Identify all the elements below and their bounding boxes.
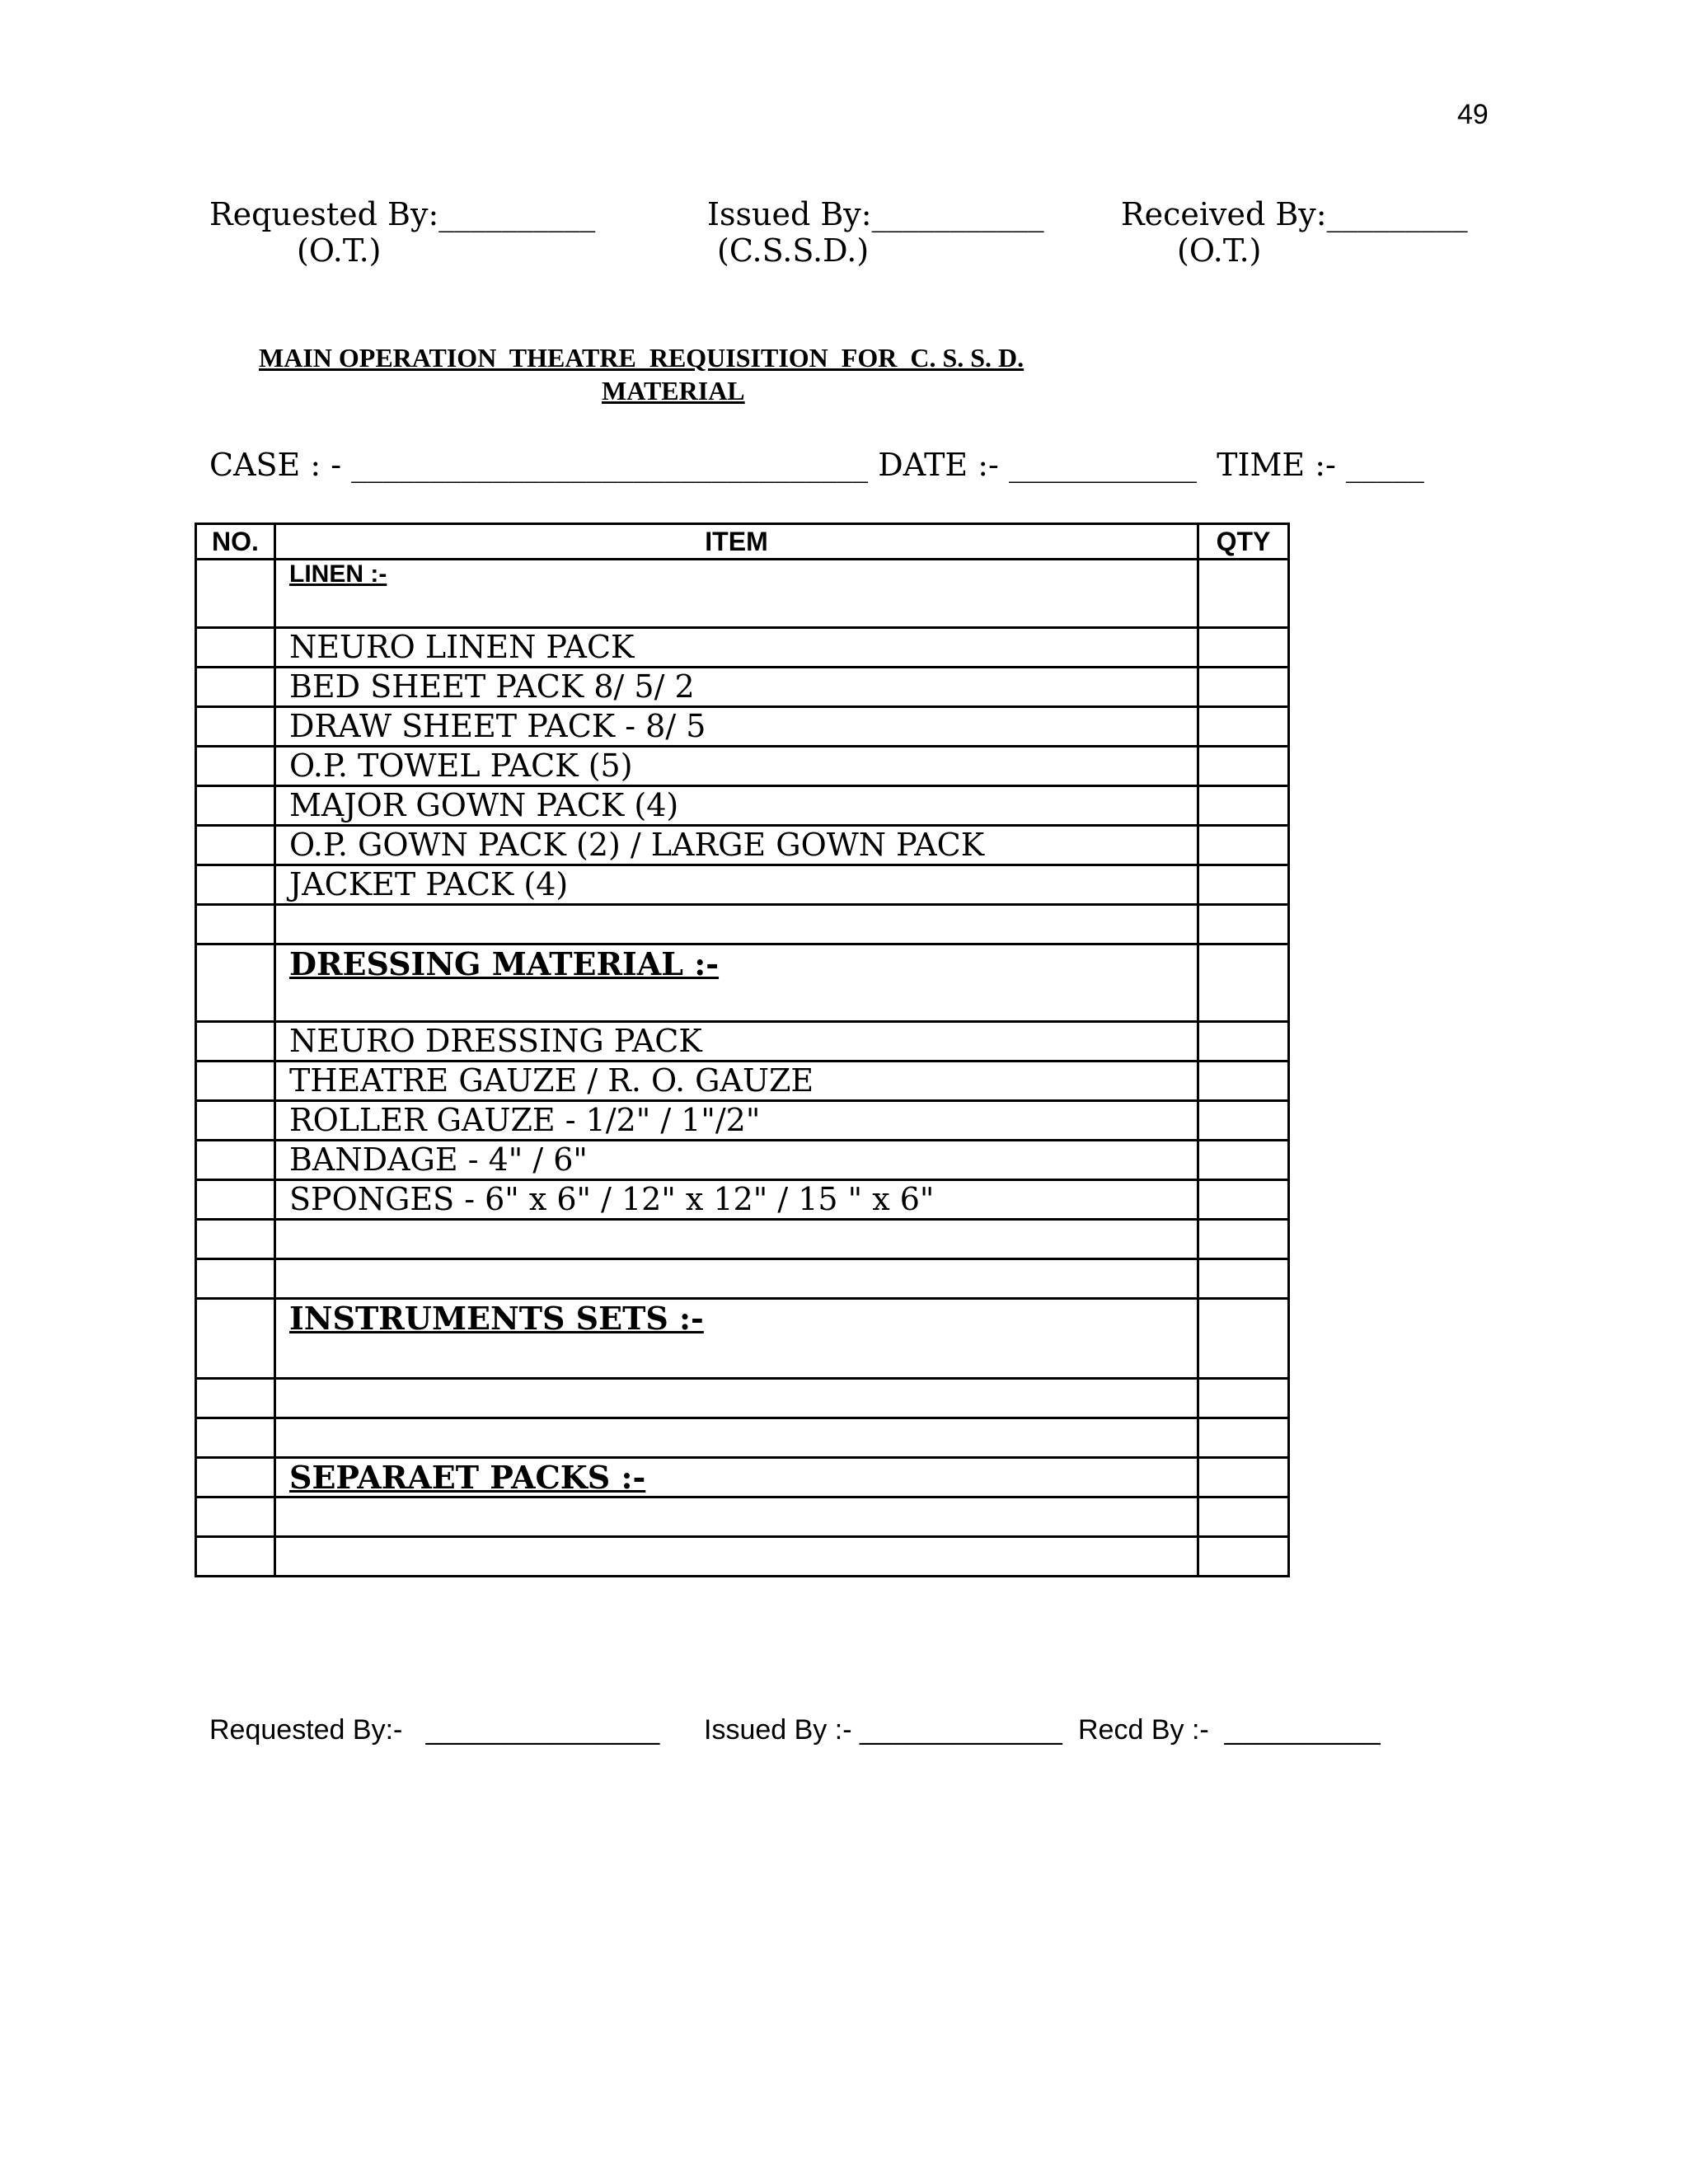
item-cell[interactable] (275, 905, 1198, 944)
qty-cell[interactable] (1198, 668, 1289, 707)
requisition-table (195, 523, 1290, 1577)
table-row (196, 1062, 1289, 1101)
requested-by-label: Requested By:__________ (209, 196, 596, 232)
qty-cell[interactable] (1198, 560, 1289, 628)
table-row (196, 707, 1289, 747)
header-item: ITEM (275, 524, 1198, 560)
table-row (196, 628, 1289, 668)
item-cell: JACKET PACK (4) (275, 865, 1198, 905)
no-cell[interactable] (196, 1141, 275, 1180)
qty-cell[interactable] (1198, 1062, 1289, 1101)
qty-cell[interactable] (1198, 1180, 1289, 1220)
page-number: 49 (1457, 99, 1489, 130)
no-cell[interactable] (196, 1022, 275, 1062)
form-title-line1: MAIN OPERATION THEATRE REQUISITION FOR C. S. S. D. (259, 343, 1025, 373)
qty-cell[interactable] (1198, 1101, 1289, 1141)
item-cell[interactable] (275, 1537, 1198, 1577)
table-row (196, 1141, 1289, 1180)
header-qty: QTY (1198, 524, 1289, 560)
table-row (196, 1180, 1289, 1220)
table-row (196, 1379, 1289, 1418)
received-by-dept: (O.T.) (1177, 232, 1262, 269)
footer-issued-by: Issued By :- _____________ (704, 1714, 1062, 1746)
no-cell[interactable] (196, 1259, 275, 1299)
table-row (196, 1022, 1289, 1062)
table-row (196, 786, 1289, 826)
qty-cell[interactable] (1198, 1022, 1289, 1062)
item-cell: NEURO LINEN PACK (275, 628, 1198, 668)
qty-cell[interactable] (1198, 1379, 1289, 1418)
qty-cell[interactable] (1198, 1220, 1289, 1259)
item-cell: ROLLER GAUZE - 1/2" / 1"/2" (275, 1101, 1198, 1141)
no-cell[interactable] (196, 1062, 275, 1101)
item-cell[interactable] (275, 1259, 1198, 1299)
no-cell[interactable] (196, 905, 275, 944)
table-row (196, 1497, 1289, 1537)
no-cell[interactable] (196, 786, 275, 826)
no-cell[interactable] (196, 1497, 275, 1537)
qty-cell[interactable] (1198, 865, 1289, 905)
no-cell[interactable] (196, 560, 275, 628)
table-row (196, 1259, 1289, 1299)
footer-recd-by: Recd By :- __________ (1078, 1714, 1381, 1746)
qty-cell[interactable] (1198, 1537, 1289, 1577)
no-cell[interactable] (196, 1101, 275, 1141)
form-title-line2: MATERIAL (602, 376, 745, 405)
item-cell: MAJOR GOWN PACK (4) (275, 786, 1198, 826)
item-cell: NEURO DRESSING PACK (275, 1022, 1198, 1062)
no-cell[interactable] (196, 1180, 275, 1220)
qty-cell[interactable] (1198, 1418, 1289, 1458)
no-cell[interactable] (196, 826, 275, 865)
qty-cell[interactable] (1198, 944, 1289, 1022)
table-row (196, 1537, 1289, 1577)
item-cell: BED SHEET PACK 8/ 5/ 2 (275, 668, 1198, 707)
table-row (196, 1299, 1289, 1379)
table-row (196, 560, 1289, 628)
section-heading-linen: LINEN :- (275, 560, 1198, 628)
header-no: NO. (196, 524, 275, 560)
qty-cell[interactable] (1198, 826, 1289, 865)
qty-cell[interactable] (1198, 1141, 1289, 1180)
table-row (196, 865, 1289, 905)
qty-cell[interactable] (1198, 628, 1289, 668)
item-cell: THEATRE GAUZE / R. O. GAUZE (275, 1062, 1198, 1101)
item-cell: O.P. GOWN PACK (2) / LARGE GOWN PACK (275, 826, 1198, 865)
item-cell: DRAW SHEET PACK - 8/ 5 (275, 707, 1198, 747)
no-cell[interactable] (196, 668, 275, 707)
no-cell[interactable] (196, 1299, 275, 1379)
qty-cell[interactable] (1198, 786, 1289, 826)
issued-by-label: Issued By:___________ (707, 196, 1044, 232)
table-row (196, 1418, 1289, 1458)
footer-requested-by: Requested By:- _______________ (209, 1714, 660, 1746)
qty-cell[interactable] (1198, 1299, 1289, 1379)
no-cell[interactable] (196, 1379, 275, 1418)
no-cell[interactable] (196, 1418, 275, 1458)
no-cell[interactable] (196, 1458, 275, 1497)
qty-cell[interactable] (1198, 1458, 1289, 1497)
no-cell[interactable] (196, 747, 275, 786)
table-row (196, 747, 1289, 786)
item-cell[interactable] (275, 1418, 1198, 1458)
table-row (196, 944, 1289, 1022)
qty-cell[interactable] (1198, 707, 1289, 747)
no-cell[interactable] (196, 865, 275, 905)
table-row (196, 1458, 1289, 1497)
item-cell: O.P. TOWEL PACK (5) (275, 747, 1198, 786)
item-cell: BANDAGE - 4" / 6" (275, 1141, 1198, 1180)
item-cell[interactable] (275, 1379, 1198, 1418)
section-heading-dressing: DRESSING MATERIAL :- (275, 944, 1198, 1022)
no-cell[interactable] (196, 628, 275, 668)
qty-cell[interactable] (1198, 1259, 1289, 1299)
item-cell[interactable] (275, 1497, 1198, 1537)
table-row (196, 1220, 1289, 1259)
requested-by-dept: (O.T.) (297, 232, 382, 269)
no-cell[interactable] (196, 1220, 275, 1259)
no-cell[interactable] (196, 944, 275, 1022)
qty-cell[interactable] (1198, 747, 1289, 786)
table-row (196, 668, 1289, 707)
table-row (196, 905, 1289, 944)
received-by-label: Received By:_________ (1121, 196, 1468, 232)
section-heading-instruments: INSTRUMENTS SETS :- (275, 1299, 1198, 1379)
table-row (196, 1101, 1289, 1141)
case-date-time-line: CASE : - _________________________________ DATE :- ____________ TIME :- _____ (209, 447, 1424, 483)
qty-cell[interactable] (1198, 905, 1289, 944)
no-cell[interactable] (196, 707, 275, 747)
issued-by-dept: (C.S.S.D.) (717, 232, 870, 269)
item-cell[interactable] (275, 1220, 1198, 1259)
section-heading-separate-packs: SEPARAET PACKS :- (275, 1458, 1198, 1497)
no-cell[interactable] (196, 1537, 275, 1577)
table-row (196, 826, 1289, 865)
qty-cell[interactable] (1198, 1497, 1289, 1537)
item-cell: SPONGES - 6" x 6" / 12" x 12" / 15 " x 6" (275, 1180, 1198, 1220)
table-header-row (196, 524, 1289, 560)
